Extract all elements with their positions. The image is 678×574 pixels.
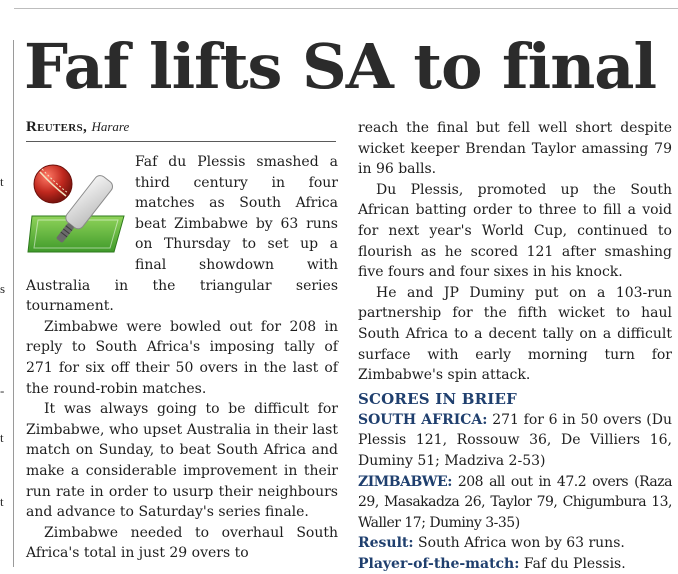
byline [26,118,336,142]
byline-place: Harare [91,119,130,134]
scores-south-africa [358,410,672,472]
result-label: Result: [358,535,414,552]
scores-zimbabwe [358,472,672,534]
player-of-match-line [358,554,672,574]
gutter-fragment: t [0,430,4,445]
column-divider [13,40,14,567]
paragraph: Zimbabwe were bowled out for 208 in reply to South Africa's imposing tally of 271 for six off their 50 overs in the last of the round-robin matches. [26,318,338,397]
result-text: South Africa won by 63 runs. [418,535,625,552]
paragraph: Zimbabwe needed to overhaul South Africa's total in just 29 overs to [26,524,338,562]
team-label: SOUTH AFRICA: [358,411,488,428]
gutter-fragment: t [0,494,4,509]
score-line: 208 all out in 47.2 overs (Raza 29, Masakadza 26, Taylor 79, Chigumbura 13, Waller 17; Duminy 3-35) [358,473,672,531]
cricket-logo [26,156,129,256]
player-of-match-label: Player-of-the-match: [358,555,520,572]
scores-heading: SCORES IN BRIEF [358,389,517,408]
team-label: ZIMBABWE: [358,473,452,490]
paragraph: He and JP Duminy put on a 103-run partnership for the fifth wicket to haul South Africa to a decent tally on a difficult surface with early morning turn for Zimbabwe's spin attack. [358,284,672,384]
article-column-left [26,152,338,564]
paragraph: Du Plessis, promoted up the South African batting order to three to fill a void for next year's World Cup, continued to flourish as he scored 121 after smashing five fours and four sixes in his knock. [358,181,672,281]
byline-agency: Reuters, [26,119,87,135]
paragraph: It was always going to be difficult for Zimbabwe, who upset Australia in their last match on Sunday, to beat South Africa and make a considerable improvement in their run rate in order to usurp their neighbours and advance to Saturday's series finale. [26,401,338,521]
paragraph: Faf du Plessis smashed a third century in four matches as South Africa beat Zimbabwe by 63 runs on Thursday to set up a final showdown with Australia in the triangular series tournament. [26,154,338,315]
result-line [358,533,672,554]
player-of-match-text: Faf du Plessis. [523,555,626,572]
gutter-fragment: - [0,383,5,398]
gutter-fragment: t [0,174,4,189]
cricket-bat-ball-icon [26,156,129,256]
headline: Faf lifts SA to final [24,30,657,103]
score-line: 271 for 6 in 50 overs (Du Plessis 121, Rossouw 36, De Villiers 16, Duminy 51; Madziva 2-53) [358,411,672,469]
gutter-fragment: s [0,281,6,296]
top-rule [14,8,678,9]
article-column-right [358,118,672,574]
paragraph: reach the final but fell well short despite wicket keeper Brendan Taylor amassing 79 in 96 balls. [358,120,672,178]
